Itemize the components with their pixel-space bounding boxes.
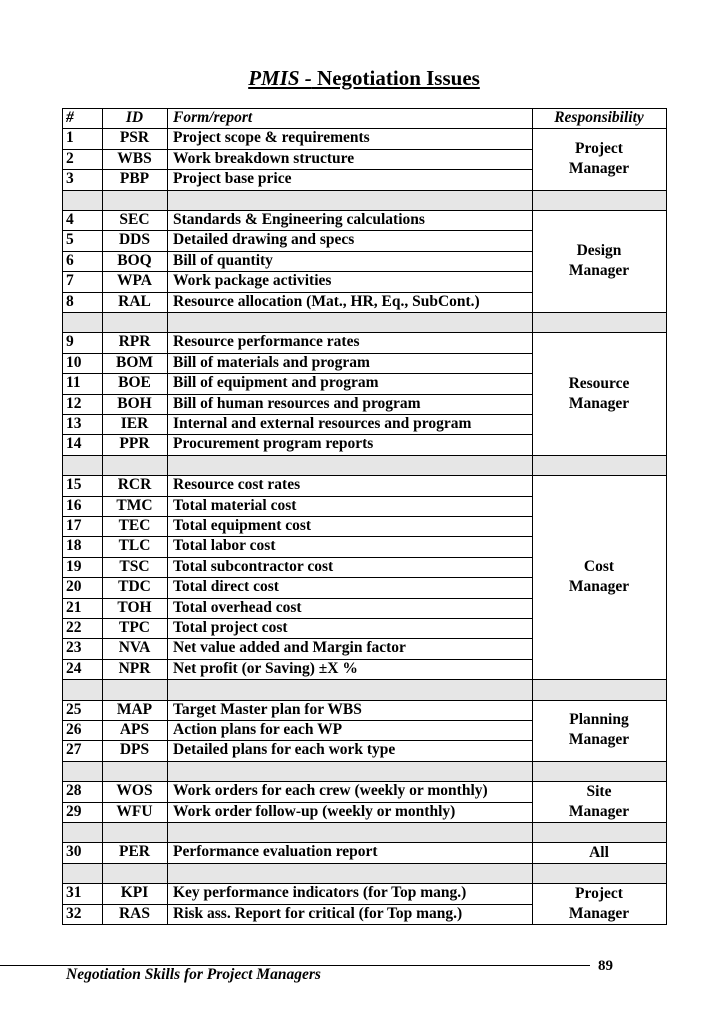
row-id: RPR: [118, 333, 151, 351]
row-form-report: Procurement program reports: [173, 435, 374, 453]
row-border: [62, 312, 667, 313]
row-border: [62, 230, 533, 231]
separator-cell: [532, 863, 666, 883]
row-id: DDS: [118, 231, 150, 249]
issues-table: [62, 108, 666, 920]
row-number: 23: [66, 639, 82, 657]
row-form-report: Resource cost rates: [173, 476, 301, 494]
row-border: [62, 210, 667, 211]
row-border: [62, 883, 667, 884]
row-id: NPR: [118, 659, 151, 677]
separator-cell: [102, 863, 167, 883]
separator-cell: [532, 312, 666, 332]
separator-cell: [167, 761, 532, 781]
row-border: [62, 516, 533, 517]
row-id: WFU: [116, 802, 153, 820]
separator-cell: [102, 455, 167, 475]
header-id: ID: [125, 109, 144, 126]
separator-cell: [102, 761, 167, 781]
column-border: [167, 108, 168, 925]
row-border: [62, 638, 533, 639]
row-border: [62, 108, 667, 109]
row-form-report: Total equipment cost: [173, 517, 312, 534]
row-border: [62, 618, 533, 619]
separator-cell: [62, 312, 102, 332]
separator-cell: [102, 679, 167, 699]
row-form-report: Bill of equipment and program: [173, 374, 379, 392]
row-border: [62, 128, 667, 129]
row-border: [62, 190, 667, 191]
row-number: 5: [66, 231, 74, 249]
header-responsibility: Responsibility: [554, 109, 644, 126]
separator-cell: [62, 455, 102, 475]
row-id: TSC: [119, 557, 150, 575]
row-form-report: Resource performance rates: [173, 333, 360, 351]
row-border: [62, 842, 667, 843]
row-id: APS: [119, 721, 150, 738]
footer-text: Negotiation Skills for Project Managers: [66, 966, 321, 983]
row-border: [62, 292, 533, 293]
row-number: 1: [66, 129, 74, 147]
row-number: 21: [66, 598, 82, 616]
responsibility-line: Manager: [568, 262, 630, 279]
separator-cell: [167, 190, 532, 210]
row-id: TLC: [118, 537, 151, 555]
row-border: [62, 149, 533, 150]
row-form-report: Work orders for each crew (weekly or monthly): [173, 782, 488, 800]
separator-cell: [167, 863, 532, 883]
responsibility-line: Site: [586, 782, 612, 800]
responsibility-line: Resource: [568, 374, 630, 392]
row-form-report: Detailed plans for each work type: [173, 741, 396, 759]
row-border: [62, 802, 533, 803]
row-id: RAL: [118, 292, 151, 310]
row-border: [62, 904, 533, 905]
row-number: 9: [66, 333, 74, 351]
page-number: 89: [598, 958, 613, 974]
column-border: [62, 108, 63, 925]
row-id: WBS: [117, 149, 152, 167]
responsibility-cell: [532, 781, 666, 822]
row-border: [62, 332, 667, 333]
separator-cell: [167, 455, 532, 475]
column-border: [532, 108, 533, 925]
responsibility-text: [569, 884, 629, 924]
row-id: WOS: [116, 782, 153, 800]
row-id: BOM: [115, 353, 154, 371]
separator-cell: [532, 822, 666, 842]
separator-cell: [532, 679, 666, 699]
row-form-report: Bill of materials and program: [173, 353, 370, 371]
row-border: [62, 781, 667, 782]
row-form-report: Total material cost: [173, 496, 297, 514]
responsibility-cell: [532, 883, 666, 924]
responsibility-text: [569, 782, 629, 822]
row-number: 4: [66, 211, 74, 228]
row-id: PPR: [119, 435, 150, 453]
row-number: 26: [66, 721, 82, 738]
responsibility-line: Project: [575, 139, 623, 157]
row-border: [62, 761, 667, 762]
separator-cell: [62, 190, 102, 210]
row-number: 11: [66, 374, 81, 392]
row-border: [62, 679, 667, 680]
row-number: 12: [66, 394, 82, 412]
row-border: [62, 863, 667, 864]
row-number: 28: [66, 782, 82, 800]
row-form-report: Net value added and Margin factor: [173, 639, 406, 657]
title-rest: Negotiation Issues: [311, 66, 480, 90]
row-border: [62, 169, 533, 170]
title-prefix: PMIS -: [248, 66, 312, 90]
separator-cell: [62, 679, 102, 699]
separator-cell: [102, 822, 167, 842]
row-number: 24: [66, 659, 82, 677]
row-border: [62, 475, 667, 476]
responsibility-cell: [532, 700, 666, 761]
responsibility-cell: [532, 128, 666, 189]
row-border: [62, 577, 533, 578]
row-number: 14: [66, 435, 82, 453]
row-form-report: Resource allocation (Mat., HR, Eq., SubCont.): [173, 292, 480, 310]
row-form-report: Project scope & requirements: [173, 129, 370, 147]
page-title: [0, 66, 728, 91]
separator-cell: [62, 822, 102, 842]
row-id: PER: [119, 843, 150, 861]
row-number: 27: [66, 741, 82, 759]
responsibility-cell: [532, 210, 666, 312]
column-border: [666, 108, 667, 925]
row-border: [62, 598, 533, 599]
separator-cell: [167, 312, 532, 332]
row-number: 29: [66, 802, 82, 820]
separator-cell: [167, 822, 532, 842]
row-border: [62, 251, 533, 252]
row-border: [62, 659, 533, 660]
row-number: 31: [66, 884, 82, 902]
row-border: [62, 924, 667, 925]
row-border: [62, 414, 533, 415]
responsibility-text: [569, 557, 629, 597]
row-id: NVA: [118, 639, 151, 657]
row-id: BOQ: [117, 251, 152, 269]
responsibility-line: Planning: [569, 711, 629, 729]
row-number: 8: [66, 292, 74, 310]
row-border: [62, 536, 533, 537]
header-form: Form/report: [173, 109, 253, 126]
row-id: BOE: [118, 374, 151, 392]
separator-cell: [62, 761, 102, 781]
row-id: IER: [120, 415, 149, 432]
row-number: 10: [66, 353, 82, 371]
row-border: [62, 271, 533, 272]
row-id: MAP: [116, 700, 153, 718]
row-border: [62, 496, 533, 497]
row-id: PBP: [119, 170, 150, 188]
row-id: KPI: [120, 884, 149, 902]
row-id: DPS: [119, 741, 150, 759]
row-id: BOH: [117, 394, 152, 412]
row-number: 7: [66, 272, 74, 290]
row-border: [62, 822, 667, 823]
row-number: 30: [66, 843, 82, 861]
row-border: [62, 434, 533, 435]
separator-cell: [167, 679, 532, 699]
responsibility-line: Project: [575, 884, 623, 902]
responsibility-line: Manager: [568, 731, 630, 749]
row-form-report: Key performance indicators (for Top mang.): [173, 884, 467, 902]
row-id: TOH: [117, 598, 152, 616]
row-form-report: Total direct cost: [173, 578, 279, 596]
row-border: [62, 720, 533, 721]
responsibility-cell: [532, 332, 666, 454]
row-number: 22: [66, 619, 82, 636]
separator-cell: [532, 455, 666, 475]
row-form-report: Target Master plan for WBS: [173, 700, 362, 718]
separator-cell: [102, 312, 167, 332]
row-number: 2: [66, 149, 74, 167]
responsibility-text: [569, 710, 629, 750]
row-id: RAS: [118, 904, 150, 922]
separator-cell: [532, 761, 666, 781]
row-form-report: Total subcontractor cost: [173, 557, 334, 575]
row-form-report: Performance evaluation report: [173, 843, 378, 861]
row-form-report: Work package activities: [173, 272, 332, 290]
row-form-report: Work order follow-up (weekly or monthly): [173, 802, 456, 820]
row-border: [62, 557, 533, 558]
row-form-report: Total labor cost: [173, 537, 276, 555]
row-number: 6: [66, 251, 74, 269]
column-border: [102, 108, 103, 925]
row-number: 19: [66, 557, 82, 575]
row-number: 16: [66, 496, 82, 514]
responsibility-text: [569, 139, 629, 179]
responsibility-text: [569, 241, 629, 281]
row-form-report: Total overhead cost: [173, 598, 302, 616]
row-form-report: Risk ass. Report for critical (for Top mang.): [173, 904, 463, 922]
row-id: TPC: [119, 619, 150, 636]
row-id: SEC: [119, 211, 150, 228]
responsibility-line: Cost: [583, 558, 615, 576]
row-id: TEC: [118, 517, 151, 534]
row-form-report: Net profit (or Saving) ±X %: [173, 659, 358, 677]
responsibility-cell: [532, 842, 666, 862]
row-border: [62, 373, 533, 374]
row-border: [62, 394, 533, 395]
responsibility-line: All: [589, 843, 609, 861]
row-id: PSR: [119, 129, 150, 147]
row-number: 18: [66, 537, 82, 555]
row-form-report: Action plans for each WP: [173, 721, 343, 738]
row-id: WPA: [116, 272, 152, 290]
row-number: 15: [66, 476, 82, 494]
responsibility-text: [589, 843, 609, 863]
row-form-report: Standards & Engineering calculations: [173, 211, 425, 228]
row-border: [62, 700, 667, 701]
separator-cell: [62, 863, 102, 883]
responsibility-text: [569, 374, 630, 414]
row-form-report: Work breakdown structure: [173, 149, 355, 167]
row-number: 17: [66, 517, 82, 534]
separator-cell: [532, 190, 666, 210]
row-id: TDC: [118, 578, 151, 596]
responsibility-line: Manager: [568, 394, 630, 412]
row-form-report: Bill of human resources and program: [173, 394, 421, 412]
responsibility-line: Manager: [568, 159, 630, 177]
separator-cell: [102, 190, 167, 210]
row-number: 13: [66, 415, 82, 432]
row-border: [62, 740, 533, 741]
row-border: [62, 455, 667, 456]
header-num: #: [66, 109, 74, 126]
row-form-report: Internal and external resources and program: [173, 415, 472, 432]
row-border: [62, 353, 533, 354]
row-form-report: Total project cost: [173, 619, 288, 636]
responsibility-line: Manager: [568, 578, 630, 596]
row-form-report: Bill of quantity: [173, 251, 273, 269]
responsibility-line: Manager: [568, 802, 630, 820]
row-form-report: Project base price: [173, 170, 292, 188]
responsibility-cell: [532, 475, 666, 679]
row-number: 32: [66, 904, 82, 922]
row-number: 25: [66, 700, 82, 718]
row-number: 20: [66, 578, 82, 596]
responsibility-line: Design: [576, 242, 622, 259]
row-id: RCR: [117, 476, 152, 494]
row-number: 3: [66, 170, 74, 188]
row-form-report: Detailed drawing and specs: [173, 231, 355, 249]
responsibility-line: Manager: [568, 904, 630, 922]
row-id: TMC: [116, 496, 153, 514]
